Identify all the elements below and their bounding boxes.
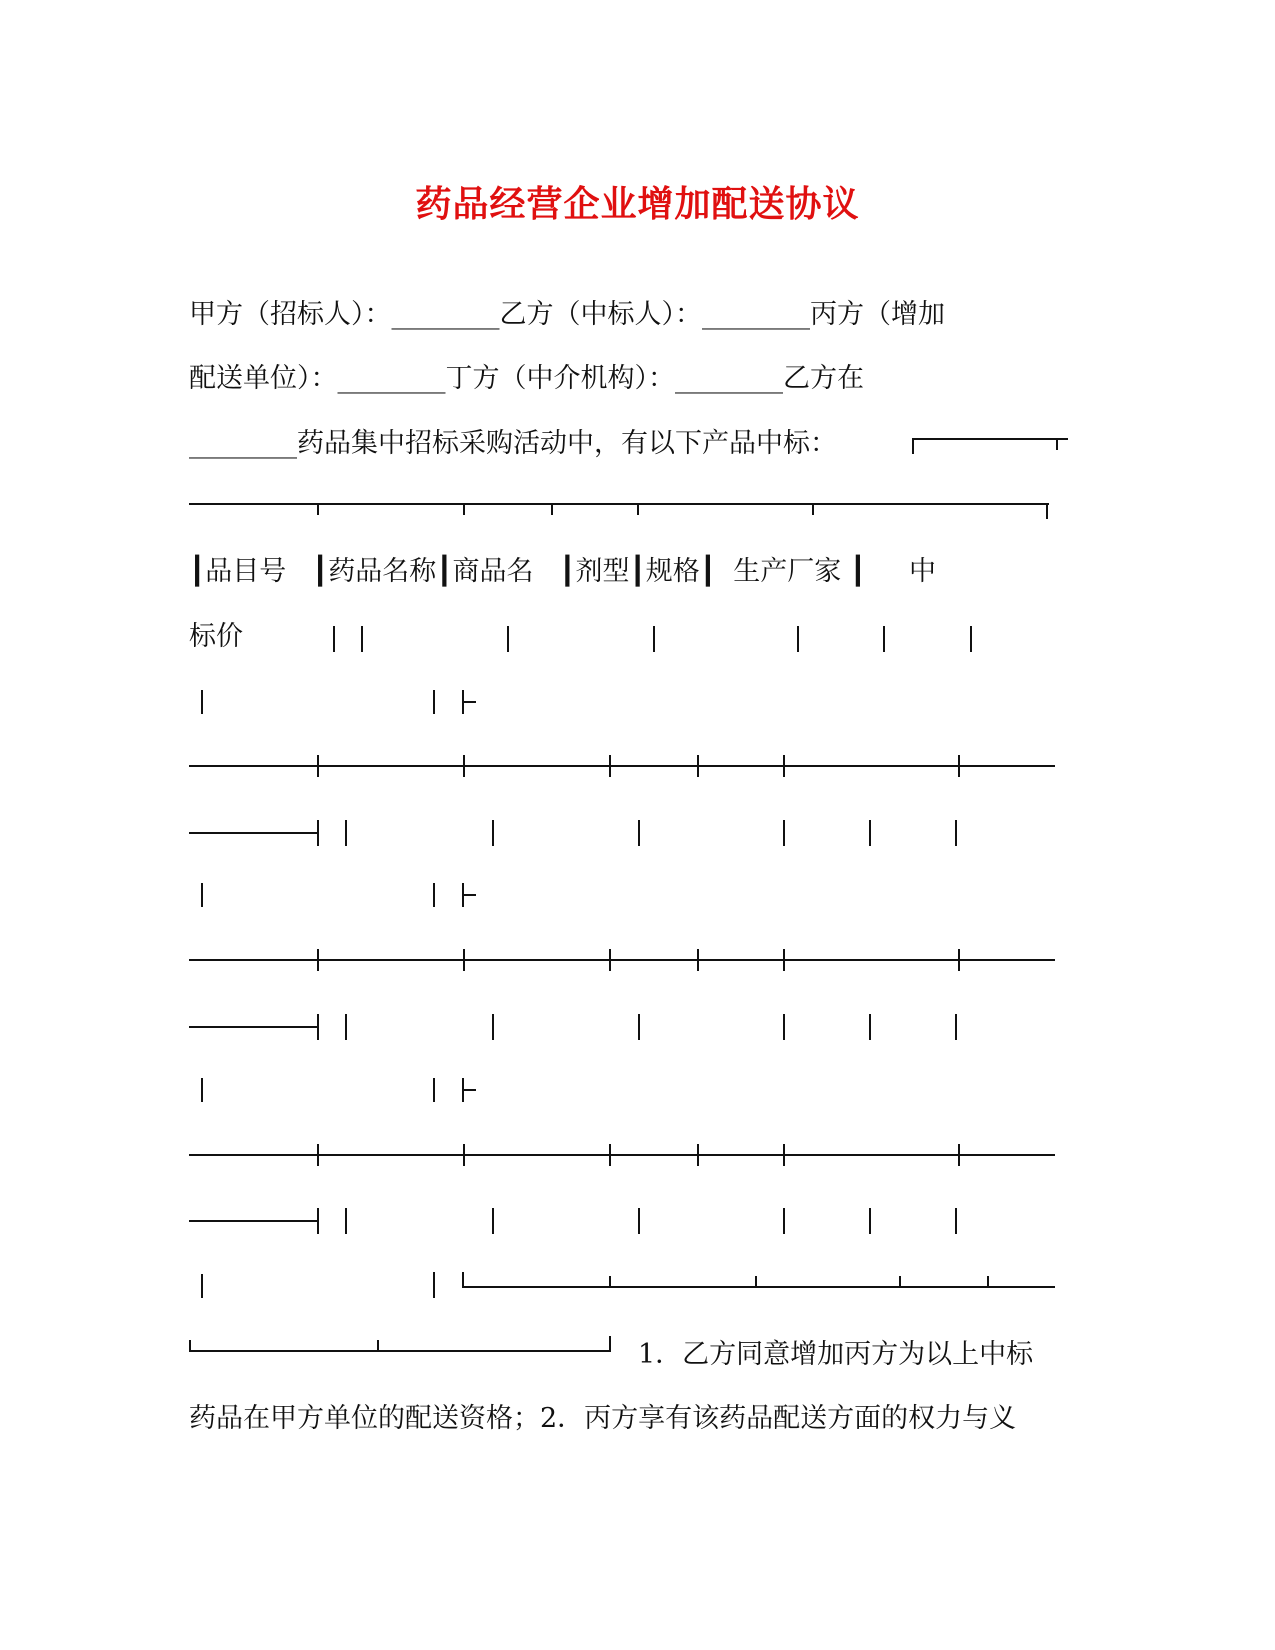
table-divider: [317, 1014, 319, 1040]
table-divider: [492, 820, 494, 846]
table-tick: [637, 503, 639, 515]
table-divider: [869, 1014, 871, 1040]
table-tick: [317, 503, 319, 515]
table-divider: [869, 1208, 871, 1234]
table-divider: [638, 820, 640, 846]
table-tick: [189, 1340, 191, 1350]
table-tick: [609, 1276, 611, 1286]
table-divider: [638, 1014, 640, 1040]
table-divider: [433, 1272, 435, 1298]
table-divider: [970, 626, 972, 652]
table-top-border: [912, 438, 1068, 440]
table-row-border: [189, 832, 317, 834]
table-row-border: [189, 1220, 317, 1222]
table-divider: [333, 626, 335, 652]
parties-line-3: ________药品集中招标采购活动中，有以下产品中标：: [189, 428, 837, 459]
table-divider: [201, 1078, 203, 1102]
table-tick: [1056, 438, 1058, 450]
table-divider: [345, 820, 347, 846]
table-bottom-border: [189, 1350, 611, 1352]
table-divider: [797, 626, 799, 652]
table-row-border: [189, 1026, 317, 1028]
table-corner: [1046, 503, 1048, 519]
table-divider: [955, 1208, 957, 1234]
clause-1-text: 1．乙方同意增加丙方为以上中标: [638, 1339, 1034, 1370]
table-divider: [433, 1078, 435, 1102]
table-divider: [317, 949, 319, 971]
table-tick: [551, 503, 553, 515]
table-divider: [492, 1208, 494, 1234]
table-divider: [609, 949, 611, 971]
table-divider: [201, 1274, 203, 1298]
table-divider: [463, 755, 465, 777]
table-divider: [653, 626, 655, 652]
table-tick: [987, 1276, 989, 1286]
table-divider: [463, 949, 465, 971]
table-divider: [958, 1144, 960, 1166]
table-divider: [462, 1089, 476, 1091]
table-divider: [345, 1014, 347, 1040]
table-divider: [507, 626, 509, 652]
table-bottom-border: [462, 1286, 1055, 1288]
table-divider: [317, 755, 319, 777]
table-divider: [317, 1208, 319, 1234]
clause-2-text: 药品在甲方单位的配送资格；2．丙方享有该药品配送方面的权力与义: [189, 1403, 1017, 1434]
table-divider: [697, 755, 699, 777]
table-divider: [463, 1144, 465, 1166]
table-divider: [958, 949, 960, 971]
table-tick: [755, 1276, 757, 1286]
table-divider: [783, 755, 785, 777]
table-tick: [899, 1276, 901, 1286]
table-divider: [462, 701, 476, 703]
table-corner: [609, 1336, 611, 1352]
table-divider: [869, 820, 871, 846]
table-divider: [361, 626, 363, 652]
table-divider: [609, 1144, 611, 1166]
table-divider: [201, 883, 203, 907]
table-divider: [317, 1144, 319, 1166]
table-divider: [783, 949, 785, 971]
table-divider: [201, 690, 203, 714]
table-divider: [958, 755, 960, 777]
parties-line-2: 配送单位）：________丁方（中介机构）：________乙方在: [189, 363, 864, 394]
table-divider: [433, 690, 435, 714]
table-corner: [912, 438, 914, 454]
table-divider: [609, 755, 611, 777]
table-divider: [883, 626, 885, 652]
table-divider: [955, 820, 957, 846]
table-divider: [783, 820, 785, 846]
table-divider: [317, 820, 319, 846]
table-divider: [638, 1208, 640, 1234]
table-tick: [463, 503, 465, 515]
table-divider: [697, 1144, 699, 1166]
table-divider: [697, 949, 699, 971]
parties-line-1: 甲方（招标人）：________乙方（中标人）：________丙方（增加: [189, 299, 945, 330]
table-divider: [783, 1208, 785, 1234]
table-header-row-2: 标价: [189, 621, 243, 652]
table-divider: [955, 1014, 957, 1040]
table-divider: [783, 1144, 785, 1166]
table-tick: [377, 1340, 379, 1350]
table-tick: [812, 503, 814, 515]
document-title: 药品经营企业增加配送协议: [415, 183, 860, 225]
table-divider: [492, 1014, 494, 1040]
table-header-row: ┃品目号 ┃药品名称┃商品名 ┃剂型┃规格┃ 生产厂家 ┃ 中: [189, 556, 936, 587]
table-divider: [345, 1208, 347, 1234]
table-divider: [433, 883, 435, 907]
table-divider: [783, 1014, 785, 1040]
table-divider: [462, 894, 476, 896]
